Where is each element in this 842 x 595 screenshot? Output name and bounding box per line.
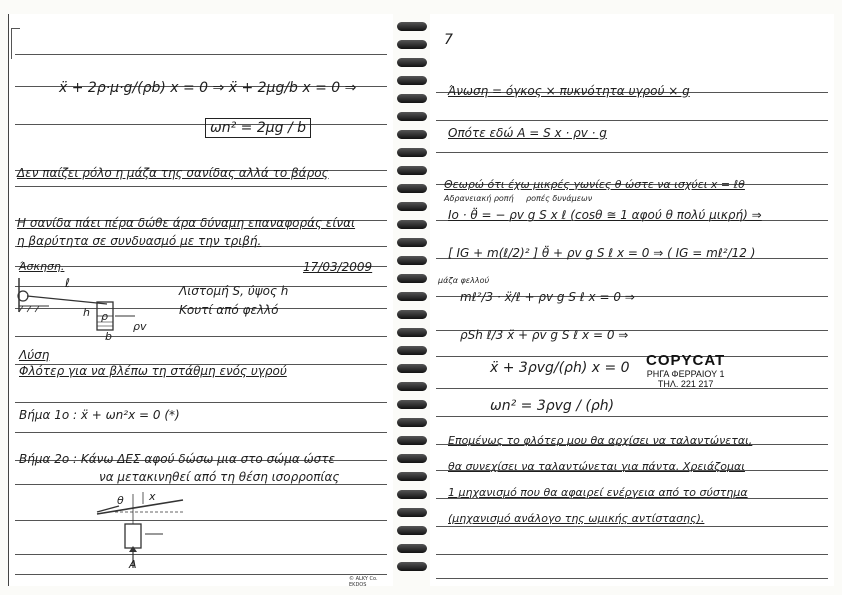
conclusion-line1: Επομένως το φλότερ μου θα αρχίσει να ταλαντώνεται,: [448, 434, 753, 447]
page-number: 7: [444, 32, 453, 48]
exercise-date: 17/03/2009: [303, 260, 373, 274]
ruled-line: [436, 356, 828, 357]
spiral-ring: [397, 544, 427, 553]
ruled-line: [15, 574, 387, 575]
fig-label-density: ρ: [101, 310, 108, 323]
spiral-ring: [397, 508, 427, 517]
spiral-ring: [397, 184, 427, 193]
stamp-address: ΡΗΓΑ ΦΕΡΡΑΙΟΥ 1: [646, 369, 725, 379]
conclusion-line3: 1 μηχανισμό που θα αφαιρεί ενέργεια από το σύστημα: [448, 486, 748, 499]
spiral-ring: [397, 400, 427, 409]
spiral-ring: [397, 562, 427, 571]
note-force-moments: ροπές δυνάμεων: [526, 194, 593, 203]
boxed-natural-frequency: ωn² = 2μg / b: [205, 118, 311, 138]
note-inertia-moment: Αδρανειακή ροπή: [444, 194, 514, 203]
buoyancy-definition: Άνωση = όγκος × πυκνότητα υγρού × g: [448, 84, 690, 98]
spiral-ring: [397, 148, 427, 157]
spiral-ring: [397, 112, 427, 121]
spiral-ring: [397, 22, 427, 31]
fig2-x-label: x: [149, 490, 156, 503]
spiral-ring: [397, 202, 427, 211]
right-notebook-page: [430, 14, 834, 586]
spiral-ring: [397, 58, 427, 67]
spiral-ring: [397, 256, 427, 265]
spiral-ring: [397, 346, 427, 355]
spiral-ring: [397, 418, 427, 427]
solution-label: Λύση: [19, 348, 50, 362]
note-mass-weight: Δεν παίζει ρόλο η μάζα της σανίδας αλλά το βάρος: [17, 166, 329, 180]
spiral-ring: [397, 382, 427, 391]
torque-equation: Iο · θ̈ = − ρv g S x ℓ (cosθ ≅ 1 αφού θ πολύ μικρή) ⇒: [448, 208, 762, 222]
floater-diagram: [9, 272, 139, 352]
note-restoring-force: Η σανίδα πάει πέρα δώθε άρα δύναμη επαναφοράς είναι: [17, 216, 356, 230]
parallel-axis-equation: [ IG + m(ℓ/2)² ] θ̈ + ρv g S ℓ x = 0 ⇒ ( IG = mℓ²/12 ): [448, 246, 756, 260]
step-2-line2: να μετακινηθεί από τη θέση ισορροπίας: [99, 470, 340, 484]
small-angle-assumption: Θεωρώ ότι έχω μικρές γωνίες θ ώστε να ισχύει x = ℓθ: [444, 178, 745, 191]
desc-section-height: Λιστομή S, ύψος h: [179, 284, 289, 298]
spiral-ring: [397, 310, 427, 319]
spiral-ring: [397, 472, 427, 481]
fig-label-height: h: [83, 306, 90, 319]
copyshop-stamp: [646, 352, 725, 389]
fig-label-liquid-density: ρv: [133, 320, 147, 333]
equation-motion: ẍ + 2ρ·μ·g/(ρb) x = 0 ⇒ ẍ + 2μg/b x = 0 ⇒: [59, 80, 357, 96]
step-1: Βήμα 1ο : ẍ + ωn²x = 0 (*): [19, 408, 180, 422]
cork-mass-note: μάζα φελλού: [438, 276, 490, 285]
spiral-ring: [397, 364, 427, 373]
spiral-ring: [397, 40, 427, 49]
equation-with-mass: mℓ²/3 · ẍ/ℓ + ρv g S ℓ x = 0 ⇒: [460, 290, 635, 304]
floater-purpose: Φλότερ για να βλέπω τη στάθμη ενός υγρού: [19, 364, 287, 378]
spiral-ring: [397, 526, 427, 535]
fig2-buoyancy-label: A: [129, 558, 137, 571]
spiral-ring: [397, 436, 427, 445]
ruled-line: [436, 526, 828, 527]
ruled-line: [15, 402, 387, 403]
desc-cork-box: Κουτί από φελλό: [179, 303, 279, 317]
exercise-label: Άσκηση.: [19, 260, 65, 273]
publisher-footer: © ALKY Co. EKDOS: [349, 576, 378, 588]
fig2-angle-label: θ: [117, 494, 124, 507]
spiral-ring: [397, 490, 427, 499]
left-notebook-page: [8, 14, 393, 586]
ruled-line: [436, 554, 828, 555]
ruled-line: [15, 124, 387, 125]
note-gravity-friction: η βαρύτητα σε συνδυασμό με την τριβή.: [17, 234, 262, 248]
buoyancy-here: Οπότε εδώ A = S x · ρv · g: [448, 126, 607, 140]
spiral-ring: [397, 238, 427, 247]
conclusion-line4: (μηχανισμό ανάλογο της ωμικής αντίστασης).: [448, 512, 705, 525]
spiral-ring: [397, 220, 427, 229]
ruled-line: [436, 120, 828, 121]
ruled-line: [436, 416, 828, 417]
spiral-ring: [397, 454, 427, 463]
stamp-title: COPYCAT: [646, 352, 726, 369]
ruled-line: [15, 432, 387, 433]
fig-label-width: b: [105, 330, 112, 343]
ruled-line: [15, 54, 387, 55]
step-2-line1: Βήμα 2ο : Κάνω ΔΕΣ αφού δώσω μια στο σώμα ώστε: [19, 452, 335, 466]
spiral-binding: [395, 22, 429, 582]
ruled-line: [436, 578, 828, 579]
spiral-ring: [397, 292, 427, 301]
conclusion-line2: θα συνεχίσει να ταλαντώνεται για πάντα. Χρειάζομαι: [448, 460, 745, 473]
spiral-ring: [397, 274, 427, 283]
spiral-ring: [397, 94, 427, 103]
ruled-line: [436, 388, 828, 389]
floater-natural-frequency: ωn² = 3ρvg / (ρh): [490, 398, 615, 414]
fig-label-length: ℓ: [65, 276, 70, 290]
stamp-phone: ΤΗΛ. 221 217: [657, 379, 714, 389]
spiral-ring: [397, 328, 427, 337]
ruled-line: [15, 186, 387, 187]
spiral-ring: [397, 166, 427, 175]
spiral-ring: [397, 130, 427, 139]
ruled-line: [436, 152, 828, 153]
spiral-ring: [397, 76, 427, 85]
equation-with-density: ρSh ℓ/3 ẍ + ρv g S ℓ x = 0 ⇒: [460, 328, 629, 342]
final-motion-equation: ẍ + 3ρvg/(ρh) x = 0: [490, 360, 630, 376]
